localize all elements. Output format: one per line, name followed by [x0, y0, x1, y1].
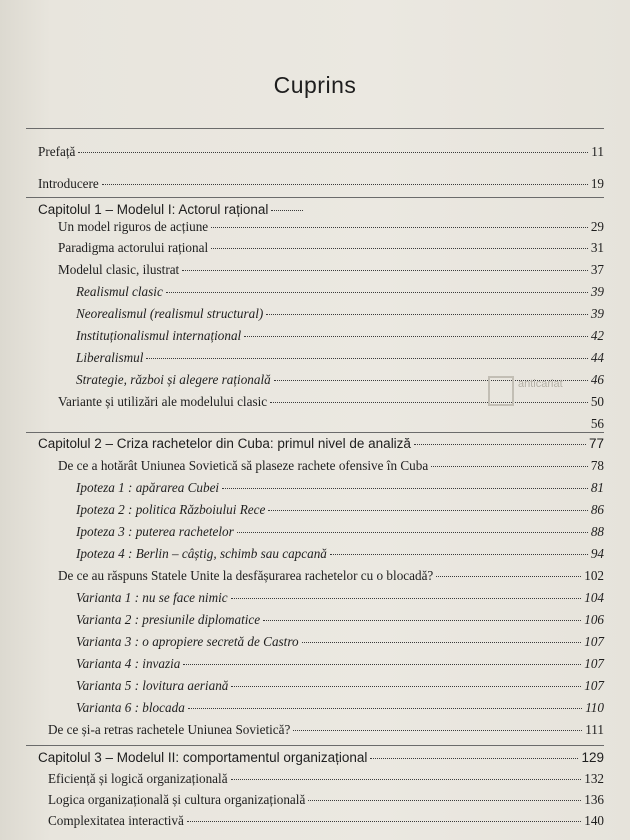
leader-dots: [102, 184, 588, 185]
toc-entry: [76, 590, 604, 606]
toc-entry: [58, 240, 604, 256]
entry-title: Ipoteza 3 : puterea rachetelor: [76, 524, 234, 539]
toc-entry: [48, 722, 604, 738]
entry-title: Strategie, război și alegere rațională: [76, 372, 271, 387]
toc-entry: [58, 262, 604, 278]
toc-entry: [76, 306, 604, 322]
leader-dots: [187, 821, 581, 822]
entry-title: Varianta 6 : blocada: [76, 700, 185, 715]
leader-dots: [166, 292, 588, 293]
entry-title: Paradigma actorului rațional: [58, 240, 209, 255]
entry-page: 37: [590, 262, 604, 277]
leader-dots: [266, 314, 588, 315]
toc-entry: [76, 546, 604, 562]
toc-entry: [76, 700, 604, 716]
chapter-heading: [38, 750, 604, 765]
watermark-text: anticariat: [518, 378, 563, 390]
divider: [26, 197, 604, 198]
entry-title: Capitolul 3 – Modelul II: comportamentul organizațional: [38, 750, 368, 765]
toc-entry: [76, 328, 604, 344]
entry-page: 107: [584, 678, 604, 693]
chapter-heading: [38, 436, 604, 451]
toc-entry: [38, 176, 604, 192]
entry-title: Logica organizațională și cultura organizațională: [48, 792, 306, 807]
toc-entry: [48, 792, 604, 808]
leader-dots: [436, 576, 581, 577]
entry-page: 104: [584, 590, 604, 605]
watermark-box-icon: [488, 376, 514, 406]
entry-page: 56: [590, 416, 604, 431]
leader-dots: [293, 730, 582, 731]
toc-entry: [76, 678, 604, 694]
entry-title: Neorealismul (realismul structural): [76, 306, 264, 321]
leader-dots: [244, 336, 588, 337]
toc-entry: [48, 771, 604, 787]
entry-title: De ce au răspuns Statele Unite la desfășurarea rachetelor cu o blocadă?: [58, 568, 434, 583]
chapter-heading: [38, 202, 306, 217]
entry-title: Varianta 3 : o apropiere secretă de Castro: [76, 634, 299, 649]
entry-title: De ce și-a retras rachetele Uniunea Sovietică?: [48, 722, 291, 737]
leader-dots: [188, 708, 582, 709]
entry-title: De ce a hotărât Uniunea Sovietică să plaseze rachete ofensive în Cuba: [58, 458, 429, 473]
entry-page: 132: [584, 771, 604, 786]
entry-page: 129: [581, 750, 604, 765]
leader-dots: [183, 664, 581, 665]
toc-entry: [560, 416, 604, 432]
entry-page: 50: [590, 394, 604, 409]
toc-entry: [76, 612, 604, 628]
entry-page: 111: [585, 722, 604, 737]
entry-page: 19: [590, 176, 604, 191]
entry-title: Capitolul 2 – Criza rachetelor din Cuba: primul nivel de analiză: [38, 436, 411, 451]
toc-entry: [76, 634, 604, 650]
entry-title: Ipoteza 4 : Berlin – câștig, schimb sau capcană: [76, 546, 327, 561]
leader-dots: [211, 248, 588, 249]
toc-entry: [38, 144, 604, 160]
entry-page: 11: [591, 144, 604, 159]
entry-page: 88: [590, 524, 604, 539]
toc-entry: [76, 656, 604, 672]
leader-dots: [268, 510, 587, 511]
leader-dots: [330, 554, 588, 555]
entry-page: 77: [588, 436, 604, 451]
leader-dots: [431, 466, 588, 467]
entry-page: 39: [590, 284, 604, 299]
entry-title: Variante și utilizări ale modelului clasic: [58, 394, 268, 409]
entry-page: 39: [590, 306, 604, 321]
entry-page: 86: [590, 502, 604, 517]
entry-title: Realismul clasic: [76, 284, 163, 299]
entry-title: Instituționalismul internațional: [76, 328, 242, 343]
leader-dots: [222, 488, 588, 489]
toc-entry: [76, 524, 604, 540]
toc-entry: [76, 350, 604, 366]
page-title: Cuprins: [273, 72, 357, 98]
leader-dots: [271, 210, 303, 211]
entry-page: 29: [590, 219, 604, 234]
entry-page: 44: [590, 350, 604, 365]
entry-title: Varianta 1 : nu se face nimic: [76, 590, 228, 605]
entry-title: Capitolul 1 – Modelul I: Actorul rațional: [38, 202, 269, 217]
toc-entry: [58, 458, 604, 474]
toc-entry: [76, 480, 604, 496]
divider: [26, 745, 604, 746]
toc-entry: [58, 568, 604, 584]
leader-dots: [237, 532, 588, 533]
entry-page: 107: [584, 634, 604, 649]
entry-title: Un model riguros de acțiune: [58, 219, 209, 234]
leader-dots: [182, 270, 588, 271]
divider: [26, 432, 604, 433]
watermark-logo: [488, 372, 584, 416]
entry-page: 94: [590, 546, 604, 561]
entry-title: Introducere: [38, 176, 99, 191]
entry-page: 42: [590, 328, 604, 343]
entry-page: 140: [584, 813, 604, 828]
entry-page: 107: [584, 656, 604, 671]
entry-title: Varianta 5 : lovitura aeriană: [76, 678, 229, 693]
leader-dots: [78, 152, 588, 153]
entry-title: Complexitatea interactivă: [48, 813, 184, 828]
entry-title: Prefață: [38, 144, 76, 159]
entry-title: Ipoteza 1 : apărarea Cubei: [76, 480, 220, 495]
toc-entry: [76, 502, 604, 518]
leader-dots: [231, 598, 582, 599]
leader-dots: [231, 779, 582, 780]
entry-page: 46: [590, 372, 604, 387]
entry-page: 110: [585, 700, 604, 715]
leader-dots: [211, 227, 588, 228]
leader-dots: [370, 758, 578, 759]
divider: [26, 128, 604, 129]
toc-entry: [58, 219, 604, 235]
entry-page: 78: [590, 458, 604, 473]
leader-dots: [308, 800, 581, 801]
leader-dots: [414, 444, 586, 445]
entry-title: Modelul clasic, ilustrat: [58, 262, 180, 277]
entry-page: 136: [584, 792, 604, 807]
entry-title: Eficiență și logică organizațională: [48, 771, 228, 786]
entry-page: 81: [590, 480, 604, 495]
entry-title: Varianta 4 : invazia: [76, 656, 181, 671]
entry-title: Ipoteza 2 : politica Războiului Rece: [76, 502, 266, 517]
toc-entry: [48, 813, 604, 829]
entry-page: 102: [584, 568, 604, 583]
entry-page: 31: [590, 240, 604, 255]
leader-dots: [231, 686, 581, 687]
leader-dots: [146, 358, 587, 359]
toc-entry: [76, 284, 604, 300]
leader-dots: [263, 620, 581, 621]
entry-title: Liberalismul: [76, 350, 144, 365]
entry-page: 106: [584, 612, 604, 627]
entry-title: Varianta 2 : presiunile diplomatice: [76, 612, 261, 627]
leader-dots: [302, 642, 582, 643]
